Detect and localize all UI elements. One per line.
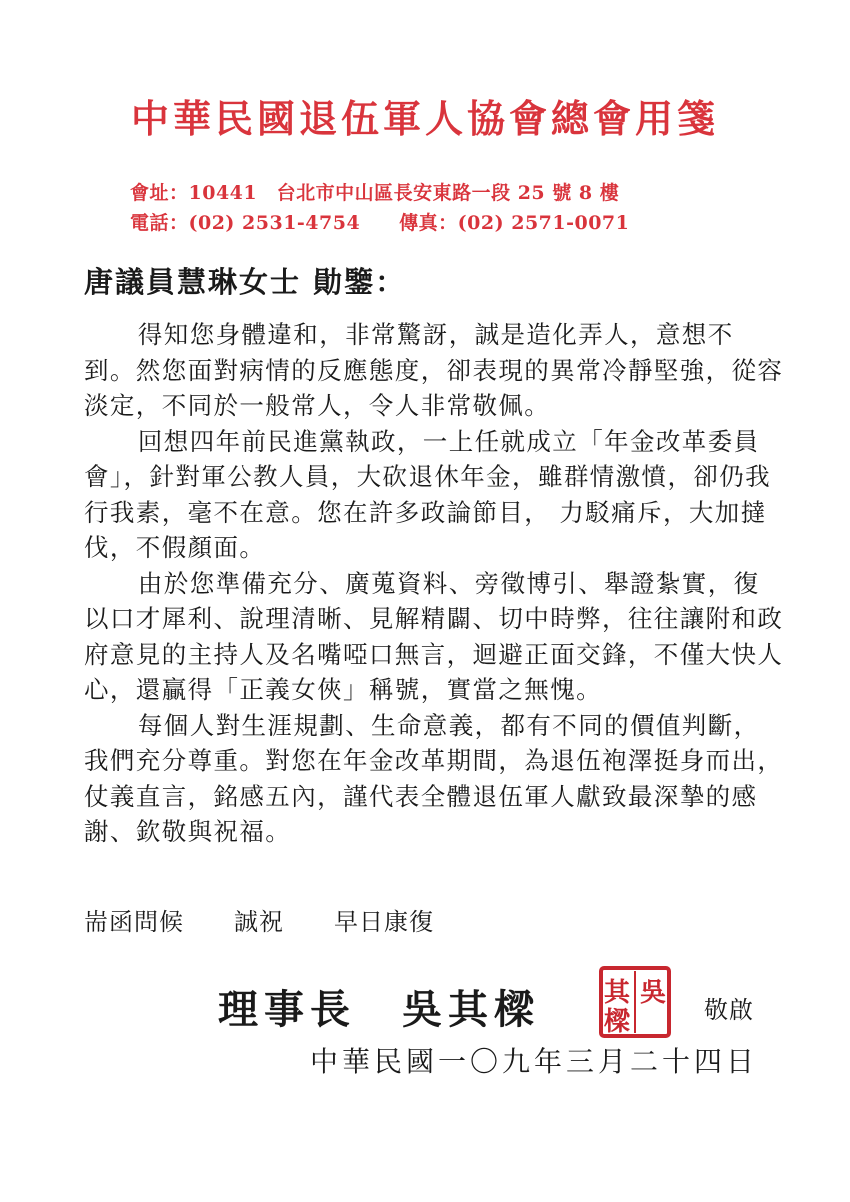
seal-char: 樑 — [603, 1007, 631, 1037]
paragraph: 回想四年前民進黨執政，一上任就成立「年金改革委員會」，針對軍公教人員，大砍退休年金，雖群情激憤，卻仍我行我素，毫不在意。您在許多政論節目， 力駁痛斥，大加撻伐，不假顏面。 — [84, 426, 772, 562]
closing-greeting: 耑函問候 誠祝 早日康復 — [84, 908, 434, 936]
letter-body — [84, 317, 784, 850]
signer-title: 理事長 — [218, 986, 356, 1033]
paragraph: 由於您準備充分、廣蒐資料、旁徵博引、舉證紮實，復以口才犀利、說理清晰、見解精闢、切中時弊，往往讓附和政府意見的主持人及名嘴啞口無言，迴避正面交鋒，不僅大快人心，還贏得「正義女俠」稱號，實當之無愧。 — [84, 568, 784, 704]
seal-stamp — [598, 965, 672, 1039]
letterhead-phone-fax: 電話：(02) 2531-4754 傳真：(02) 2571-0071 — [130, 212, 630, 234]
signature-block — [218, 978, 540, 1035]
signer-name: 吳其樑 — [402, 986, 540, 1033]
letterhead-title: 中華民國退伍軍人協會總會用箋 — [130, 96, 719, 141]
letterhead-address: 會址：10441 台北市中山區長安東路一段 25 號 8 樓 — [130, 182, 620, 204]
paragraph: 每個人對生涯規劃、生命意義，都有不同的價值判斷，我們充分尊重。對您在年金改革期間，為退伍袍澤挺身而出，仗義直言，銘感五內，謹代表全體退伍軍人獻致最深摯的感謝、欽敬與祝福。 — [84, 710, 784, 846]
letter-date: 中華民國一〇九年三月二十四日 — [310, 1045, 759, 1078]
seal-char: 其 — [603, 978, 631, 1008]
seal-char: 吳 — [639, 978, 667, 1008]
respectfully: 敬啟 — [704, 996, 754, 1024]
paragraph: 得知您身體違和，非常驚訝，誠是造化弄人，意想不到。然您面對病情的反應態度，卻表現的異常冷靜堅強，從容淡定，不同於一般常人，令人非常敬佩。 — [84, 320, 784, 420]
salutation: 唐議員慧琳女士 勛鑒： — [84, 265, 407, 299]
